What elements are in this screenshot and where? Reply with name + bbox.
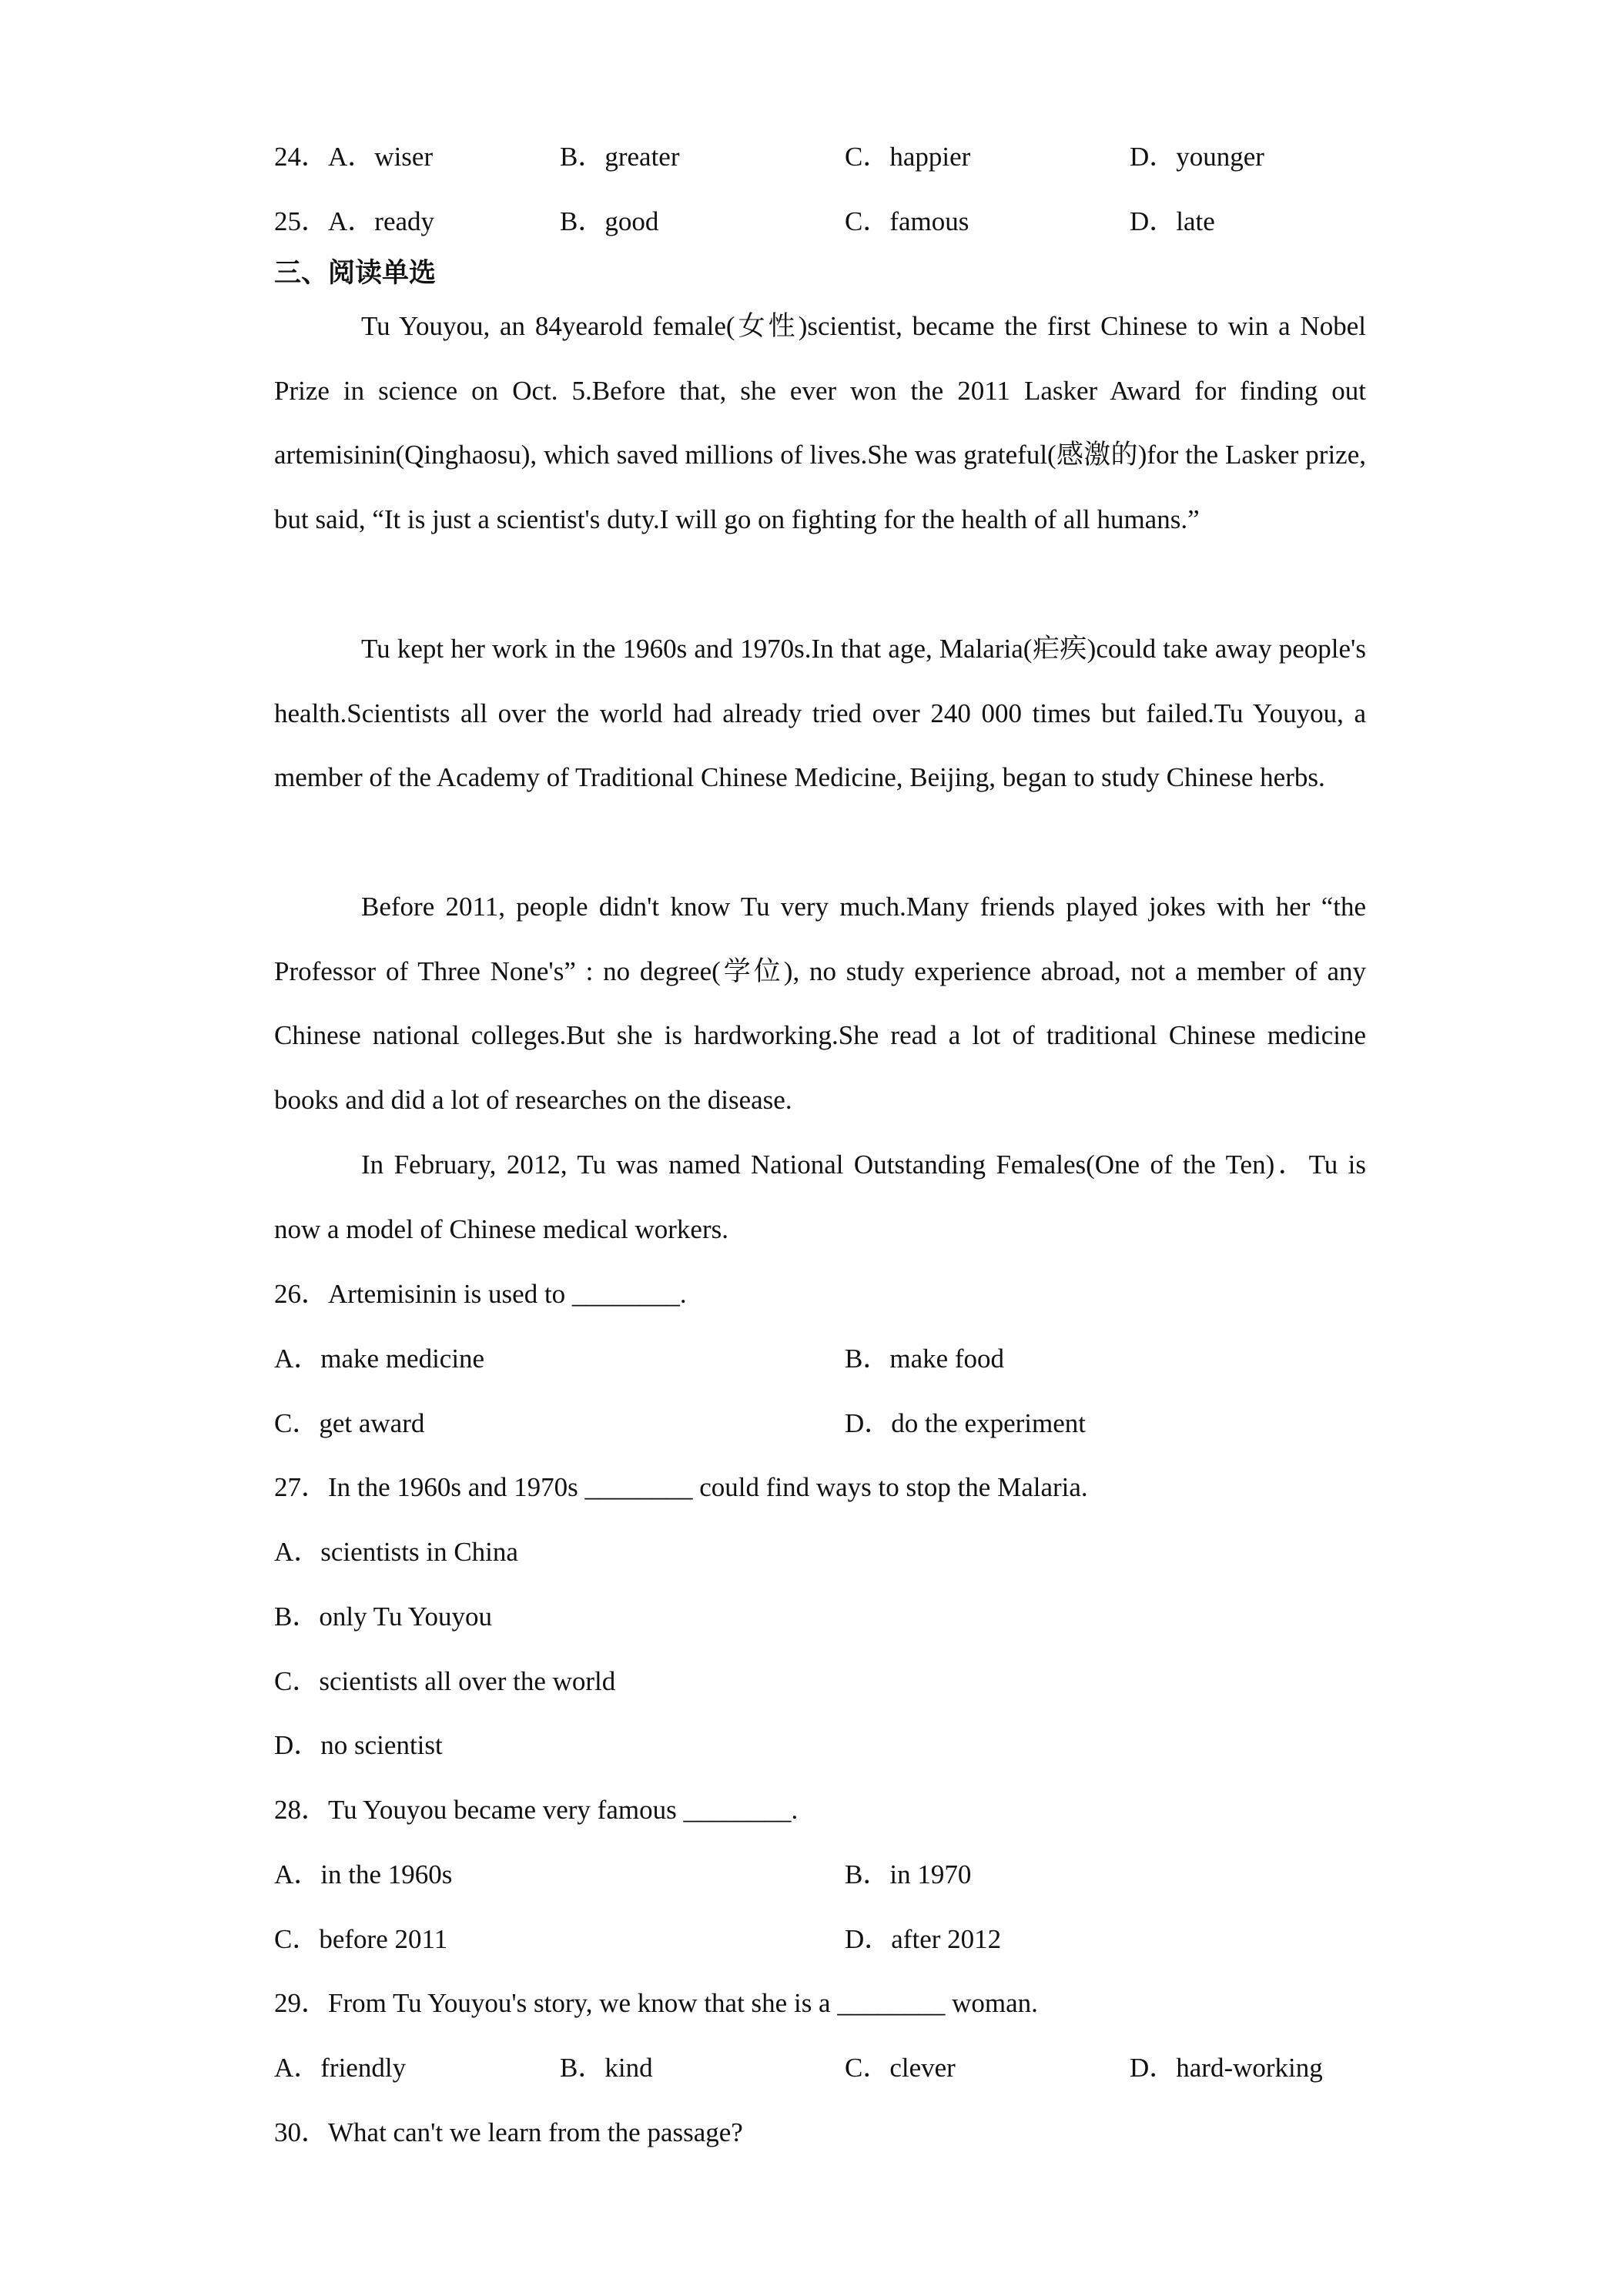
question-29-option-d: D．hard-working xyxy=(1130,2053,1323,2083)
question-26-option-c: C．get award xyxy=(274,1408,425,1438)
question-27-option-d: D．no scientist xyxy=(274,1730,443,1760)
question-25-option-c: C．famous xyxy=(845,206,969,236)
question-29-option-b: B．kind xyxy=(560,2053,653,2083)
question-27-option-c: C．scientists all over the world xyxy=(274,1666,616,1696)
question-24-options xyxy=(0,125,1624,189)
question-28-option-a: A．in the 1960s xyxy=(274,1859,453,1889)
question-29-options xyxy=(0,2036,1624,2100)
option-text: A．ready xyxy=(328,206,435,236)
section-heading: 三、阅读单选 xyxy=(274,258,437,288)
passage-paragraph-1: Tu Youyou, an 84yearold female(女性)scientist, became the first Chinese to win a Nobel Prize in science on Oct. 5.Before that, she ever won the 2011 Lasker Award for finding out artemisinin(Qinghaosu), which saved millions of lives.She was grateful(感激的)for the Lasker prize, but said, “It is just a scientist's duty.I will go on fighting for the health of all humans.” xyxy=(274,311,1366,535)
question-28-option-b: B．in 1970 xyxy=(845,1859,972,1889)
question-25-options xyxy=(0,189,1624,254)
question-29-option-c: C．clever xyxy=(845,2053,956,2083)
question-27-option-b: B．only Tu Youyou xyxy=(274,1602,493,1632)
question-number: 25． xyxy=(274,206,329,236)
question-29-option-a: A．friendly xyxy=(274,2053,407,2083)
question-24-option-a xyxy=(274,125,433,189)
question-28-stem: 28．Tu Youyou became very famous ________. xyxy=(274,1795,799,1825)
question-26-option-a: A．make medicine xyxy=(274,1344,485,1374)
question-25-option-b: B．good xyxy=(560,206,659,236)
question-30-stem: 30．What can't we learn from the passage? xyxy=(274,2117,743,2147)
question-28-options-row-1 xyxy=(0,1842,1624,1907)
question-28-option-d: D．after 2012 xyxy=(845,1924,1002,1954)
question-26-options-row-1 xyxy=(0,1327,1624,1391)
question-25-option-a xyxy=(274,189,434,254)
question-24-option-c: C．happier xyxy=(845,142,971,172)
passage-paragraph-2: Tu kept her work in the 1960s and 1970s.In that age, Malaria(疟疾)could take away people's health.Scientists all over the world had already tried over 240 000 times but failed.Tu Youyou, a member of the Academy of Traditional Chinese Medicine, Beijing, began to study Chinese herbs. xyxy=(274,634,1366,793)
question-24-option-b: B．greater xyxy=(560,142,680,172)
question-26-options-row-2 xyxy=(0,1391,1624,1456)
question-28-option-c: C．before 2011 xyxy=(274,1924,448,1954)
question-27-stem: 27．In the 1960s and 1970s ________ could find ways to stop the Malaria. xyxy=(274,1472,1088,1502)
question-27-option-a: A．scientists in China xyxy=(274,1537,518,1567)
question-26-option-d: D．do the experiment xyxy=(845,1408,1086,1438)
question-24-option-d: D．younger xyxy=(1130,142,1264,172)
passage-paragraph-4: In February, 2012, Tu was named National Outstanding Females(One of the Ten)．Tu is now a model of Chinese medical workers. xyxy=(274,1150,1366,1244)
passage-paragraph-3: Before 2011, people didn't know Tu very much.Many friends played jokes with her “the Professor of Three None's” : no degree(学位), no study experience abroad, not a member of any Chinese national colleges.But she is hardworking.She read a lot of traditional Chinese medicine books and did a lot of researches on the disease. xyxy=(274,892,1366,1116)
option-text: A．wiser xyxy=(328,142,434,172)
question-25-option-d: D．late xyxy=(1130,206,1215,236)
question-26-option-b: B．make food xyxy=(845,1344,1005,1374)
question-28-options-row-2 xyxy=(0,1907,1624,1972)
question-29-stem: 29．From Tu Youyou's story, we know that she is a ________ woman. xyxy=(274,1988,1038,2018)
question-26-stem: 26．Artemisinin is used to ________. xyxy=(274,1279,687,1309)
question-number: 24． xyxy=(274,142,329,172)
